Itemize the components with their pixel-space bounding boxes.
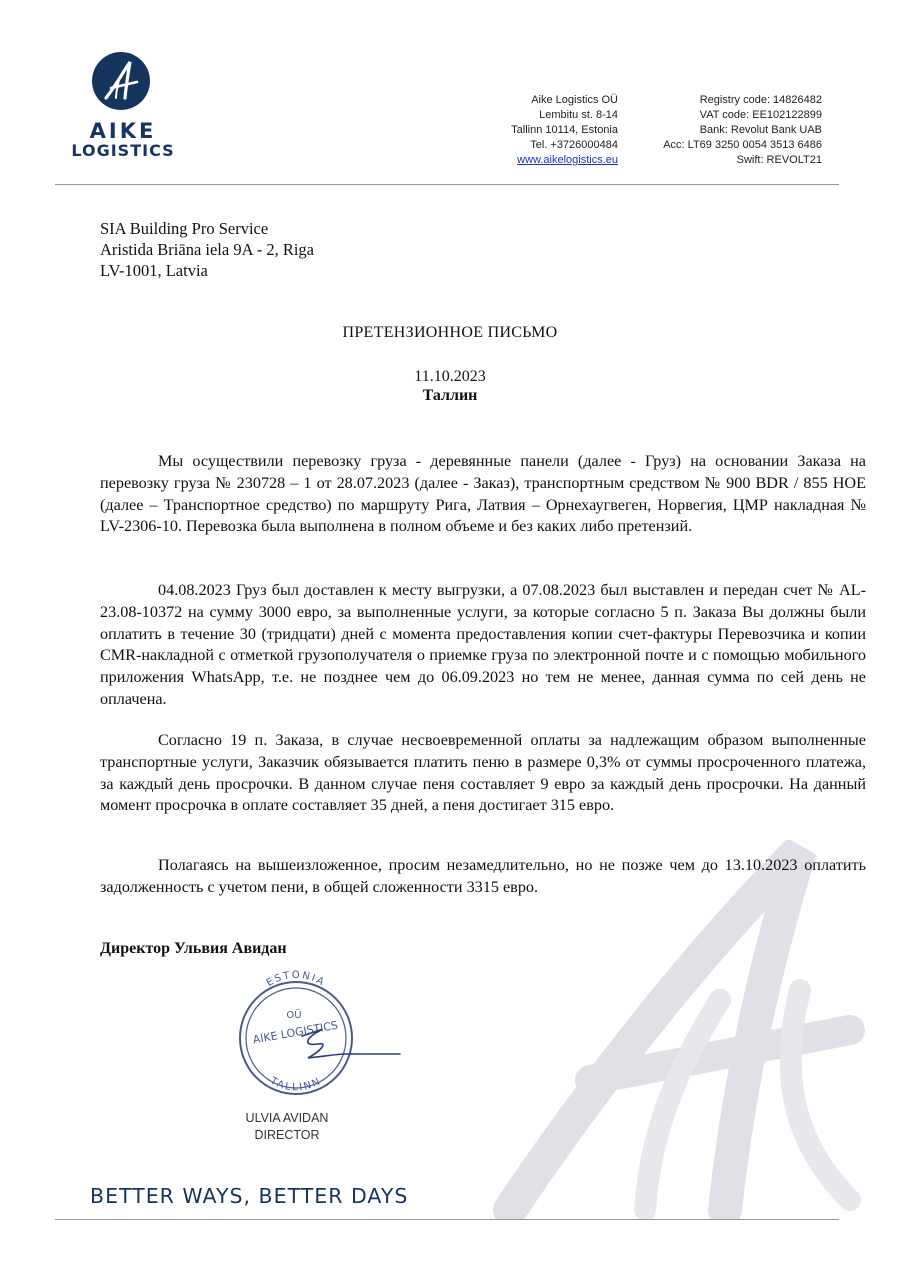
company-city: Tallinn 10114, Estonia [511, 124, 618, 136]
paragraph-4 [100, 855, 866, 899]
paragraph-1-text: Мы осуществили перевозку груза - деревянные панели (далее - Груз) на основании Заказа на перевозку груза № 230728 – 1 от 28.07.2023 (далее - Заказ), транспортным средством № 900 BDR / 855 HOE (далее – Транспортное средство) по маршруту Рига, Латвия – Орнехаугвеген, Норвегия, ЦМР накладная № LV-2306-10. Перевозка была выполнена в полном объеме и без каких либо претензий. [100, 452, 866, 536]
letter-title: ПРЕТЕНЗИОННОЕ ПИСЬМО [342, 324, 558, 341]
footer-slogan: BETTER WAYS, BETTER DAYS [90, 1184, 409, 1208]
letter-date: 11.10.2023 [414, 368, 486, 385]
company-stamp [218, 964, 408, 1114]
stamp-ou-text: OÜ [286, 1010, 302, 1021]
footer-divider [55, 1219, 839, 1220]
vat-code: VAT code: EE102122899 [699, 109, 822, 121]
paragraph-2 [100, 580, 866, 711]
recipient-line-2: Aristida Briāna iela 9A - 2, Riga [100, 240, 314, 259]
company-contact-block [440, 93, 618, 168]
paragraph-3-text: Согласно 19 п. Заказа, в случае несвоевременной оплаты за надлежащим образом выполненные транспортные услуги, Заказчик обязывается платить пеню в размере 0,3% от суммы просроченного платежа, за каждый день просрочки. В данном случае пеня составляет 9 евро за каждый день просрочки. На данный момент просрочка в оплате составляет 35 дней, а пеня достигает 315 евро. [100, 731, 866, 815]
company-bank-block [630, 93, 822, 168]
company-phone: Tel. +3726000484 [530, 139, 618, 151]
signature-name: ULVIA AVIDAN [245, 1111, 329, 1125]
recipient-line-3: LV-1001, Latvia [100, 261, 208, 280]
recipient-line-1: SIA Building Pro Service [100, 219, 269, 238]
svg-text:ESTONIA [265, 970, 328, 989]
company-website-link[interactable]: www.aikelogistics.eu [517, 154, 618, 166]
company-name: Aike Logistics OÜ [531, 94, 618, 106]
letter-city: Таллин [422, 387, 478, 404]
paragraph-3 [100, 730, 866, 817]
stamp-top-text: ESTONIA [264, 969, 328, 989]
bank-name: Bank: Revolut Bank UAB [699, 124, 822, 136]
signature-caption [232, 1110, 342, 1144]
company-street: Lembitu st. 8-14 [539, 109, 618, 121]
stamp-middle-text: AIKE LOGISTICS [251, 1018, 339, 1047]
swift-code: Swift: REVOLT21 [736, 154, 822, 166]
logo-word-logistics: LOGISTICS [71, 141, 175, 160]
paragraph-2-text: 04.08.2023 Груз был доставлен к месту выгрузки, а 07.08.2023 был выставлен и передан счет № AL-23.08-10372 на сумму 3000 евро, за выполненные услуги, за которые согласно 5 п. Заказа Вы должны были оплатить в течение 30 (тридцати) дней с момента предоставления копии счет-фактуры Перевозчика и копии CMR-накладной с отметкой грузополучателя о приемке груза по электронной почте и с помощью мобильного приложения WhatsApp, т.е. не позднее чем до 06.09.2023 но тем не менее, данная сумма по сей день не оплачена. [100, 581, 866, 708]
header-divider [55, 184, 839, 185]
stamp-bottom-text: TALLINN [268, 1075, 324, 1094]
paragraph-4-text: Полагаясь на вышеизложенное, просим незамедлительно, но не позже чем до 13.10.2023 оплатить задолженность с учетом пени, в общей сложенности 3315 евро. [100, 856, 866, 896]
recipient-address [100, 218, 314, 281]
company-logo-icon [92, 52, 150, 110]
bank-account: Acc: LT69 3250 0054 3513 6486 [663, 139, 822, 151]
paragraph-1 [100, 451, 866, 538]
signature-role: DIRECTOR [254, 1128, 320, 1142]
signer-line: Директор Ульвия Авидан [100, 940, 287, 957]
logo-word-aike: AIKE [89, 119, 157, 143]
registry-code: Registry code: 14826482 [699, 94, 822, 106]
